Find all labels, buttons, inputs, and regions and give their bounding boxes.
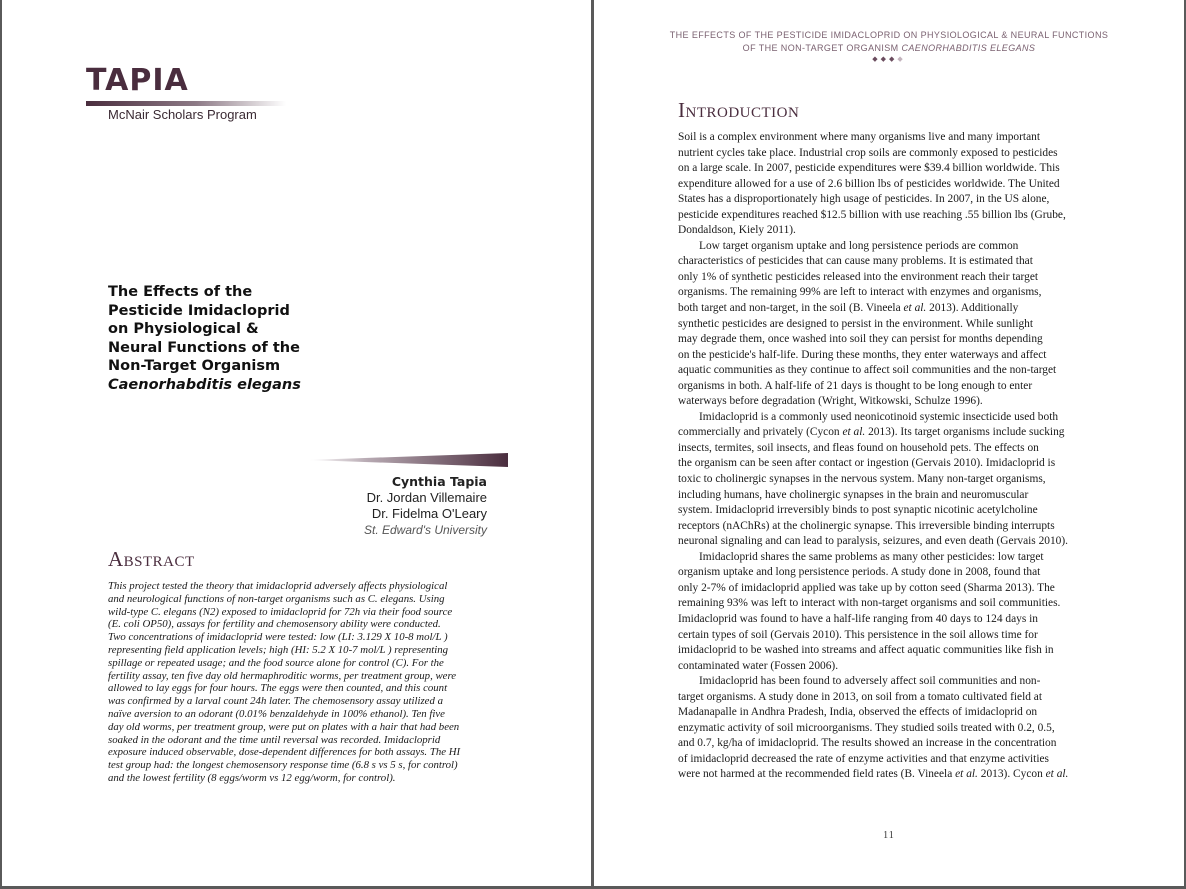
- paper-title-line: Pesticide Imidacloprid: [108, 302, 290, 319]
- introduction-line: expenditure allowed for a use of 2.6 billion lbs of pesticides worldwide. The United: [678, 177, 1060, 190]
- abstract-line: test group had: the longest chemosensory response time (6.8 s vs 5 s, for control): [108, 759, 458, 772]
- introduction-line: organisms. The remaining 99% are left to interact with enzymes and organisms,: [678, 286, 1042, 299]
- author-block: [364, 474, 487, 538]
- introduction-line: pesticide expenditures reached $12.5 billion with use reaching .55 billion lbs (Grube,: [678, 208, 1066, 221]
- introduction-line: only 1% of synthetic pesticides released into the environment reach their target: [678, 270, 1039, 283]
- page-number: 11: [883, 830, 895, 841]
- advisor-name: Dr. Fidelma O'Leary: [371, 506, 487, 521]
- running-header-line: [594, 42, 1184, 55]
- introduction-line: system. Imidacloprid irreversibly binds to post synaptic nicotinic acetylcholine: [678, 504, 1038, 517]
- introduction-line: on a large scale. In 2007, pesticide expenditures were $39.4 billion worldwide. This: [678, 162, 1060, 175]
- introduction-line: imidacloprid to be washed into streams and affect aquatic communities like fish in: [678, 644, 1054, 657]
- introduction-line: Dondaldson, Kiely 2011).: [678, 224, 796, 237]
- paper-title: [108, 283, 308, 394]
- ornament-diamonds-icon: [594, 55, 1184, 63]
- paper-title-line: Neural Functions of the: [108, 339, 300, 356]
- abstract-line: wild-type C. elegans (N2) exposed to imidacloprid for 72h via their food source: [108, 605, 453, 618]
- introduction-line: toxic to cholinergic synapses in the nervous system. Many non-target organisms,: [678, 473, 1046, 486]
- introduction-line: Imidacloprid is a commonly used neonicotinoid systemic insecticide used both: [699, 410, 1059, 423]
- introduction-line: organism uptake and long persistence periods. A study done in 2008, found that: [678, 566, 1041, 579]
- abstract-line: soaked in the odorant and the time until reversal was recorded. Imidacloprid: [108, 733, 441, 746]
- introduction-line: Imidacloprid was found to have a half-life ranging from 40 days to 124 days in: [678, 612, 1038, 625]
- introduction-line: only 2-7% of imidacloprid applied was take up by cotton seed (Sharma 2013). The: [678, 581, 1055, 594]
- abstract-line: (E. coli OP50), assays for fertility and chemosensory ability were conducted.: [108, 618, 441, 631]
- abstract-line: This project tested the theory that imidacloprid adversely affects physiological: [108, 580, 448, 592]
- brand-subtitle: McNair Scholars Program: [108, 107, 257, 122]
- introduction-line: characteristics of pesticides that can cause many problems. It is estimated that: [678, 255, 1033, 268]
- introduction-line: neuronal signaling and can lead to paralysis, seizures, and even death (Gervais 2010).: [678, 535, 1068, 548]
- author-divider: [308, 453, 508, 467]
- abstract-line: exposure induced observable, dose-dependent differences for both assays. The HI: [108, 746, 461, 759]
- left-page: [2, 0, 591, 886]
- introduction-line: waterways before degradation (Wright, Witkowski, Schulze 1996).: [678, 395, 983, 408]
- introduction-line: target organisms. A study done in 2013, on soil from a tomato cultivated field at: [678, 690, 1043, 703]
- abstract-line: Two concentrations of imidacloprid were tested: low (LI: 3.129 X 10-8 mol/L ): [108, 631, 448, 644]
- introduction-line: were not harmed at the recommended field rates (B. Vineela et al. 2013). Cycon et al.: [678, 768, 1069, 781]
- running-header-line: THE EFFECTS OF THE PESTICIDE IMIDACLOPRID ON PHYSIOLOGICAL & NEURAL FUNCTIONS: [669, 30, 1109, 40]
- right-page: [594, 0, 1184, 886]
- abstract-line: fertility assay, ten five day old hermaphroditic worms, per treatment group, were: [108, 669, 457, 682]
- introduction-line: commercially and privately (Cycon et al. 2013). Its target organisms include sucking: [678, 426, 1065, 439]
- abstract-line: allowed to lay eggs for four hours. The eggs were then counted, and this count: [108, 682, 448, 695]
- diamonds-light: ◆: [897, 55, 906, 63]
- introduction-body: [678, 130, 1108, 783]
- introduction-line: Imidacloprid shares the same problems as many other pesticides: low target: [699, 550, 1044, 563]
- introduction-line: States has a disproportionately high usage of pesticides. In 2007, in the US alone,: [678, 193, 1050, 206]
- abstract-line: spillage or repeated usage; and the food source alone for control (C). For the: [108, 656, 444, 669]
- introduction-line: including humans, have cholinergic synapses in the brain and neuromuscular: [678, 488, 1029, 501]
- diamonds-dark: ◆◆◆: [872, 55, 898, 63]
- introduction-line: both target and non-target, in the soil (B. Vineela et al. 2013). Additionally: [678, 302, 1019, 315]
- running-header: [594, 29, 1184, 55]
- introduction-line: Soil is a complex environment where many organisms live and many important: [678, 131, 1041, 143]
- introduction-line: contaminated water (Fossen 2006).: [678, 659, 839, 672]
- running-header-prefix: OF THE NON-TARGET ORGANISM: [742, 43, 902, 53]
- abstract-line: was confirmed by a larval count 24h later. The chemosensory assay utilized a: [108, 695, 443, 708]
- introduction-line: insects, termites, soil insects, and fleas found on household pets. The effects on: [678, 441, 1039, 454]
- introduction-line: synthetic pesticides are designed to persist in the environment. While sunlight: [678, 317, 1034, 330]
- running-header-species: CAENORHABDITIS ELEGANS: [901, 43, 1036, 53]
- introduction-line: nutrient cycles take place. Industrial crop soils are commonly exposed to pesticides: [678, 146, 1058, 159]
- abstract-heading: Abstract: [108, 547, 195, 571]
- introduction-line: aquatic communities as they continue to affect soil communities and the non-target: [678, 364, 1057, 377]
- introduction-line: may degrade them, once washed into soil they can persist for months depending: [678, 333, 1043, 346]
- abstract-line: and neurological functions of non-target organisms such as C. elegans. Using: [108, 592, 445, 605]
- introduction-line: Low target organism uptake and long persistence periods are common: [699, 239, 1019, 252]
- paper-title-line: on Physiological &: [108, 321, 259, 337]
- university-name: St. Edward's University: [364, 523, 487, 537]
- introduction-line: on the pesticide's half-life. During these months, they enter waterways and affect: [678, 348, 1047, 361]
- advisor-name: Dr. Jordan Villemaire: [366, 490, 487, 505]
- brand-divider: [86, 101, 286, 106]
- brand-title: TAPIA: [86, 63, 189, 98]
- introduction-line: enzymatic activity of soil microorganisms. They studied soils treated with 0.2, 0.5,: [678, 721, 1055, 734]
- introduction-line: certain types of soil (Gervais 2010). This persistence in the soil allows time for: [678, 628, 1038, 641]
- author-name: Cynthia Tapia: [391, 474, 487, 489]
- introduction-line: remaining 93% was left to interact with non-target organisms and soil communities.: [678, 597, 1061, 610]
- paper-title-line: Non-Target Organism: [108, 358, 281, 374]
- paper-title-line: The Effects of the: [108, 284, 253, 300]
- abstract-line: and the lowest fertility (8 eggs/worm vs 12 egg/worm, for control).: [108, 771, 396, 784]
- introduction-line: Imidacloprid has been found to adversely affect soil communities and non-: [699, 675, 1041, 688]
- abstract-line: day old worms, per treatment group, were put on plates with a hair that had been: [108, 720, 460, 733]
- introduction-heading: Introduction: [678, 98, 800, 122]
- introduction-line: of imidacloprid decreased the rate of enzyme activities and that enzyme activities: [678, 752, 1049, 765]
- introduction-line: the organism can be seen after contact or ingestion (Gervais 2010). Imidacloprid is: [678, 457, 1056, 470]
- introduction-line: organisms in both. A half-life of 21 days is thought to be long enough to enter: [678, 379, 1033, 392]
- introduction-line: receptors (nAChRs) at the cholinergic synapse. This irreversible binding interrupts: [678, 519, 1055, 532]
- introduction-line: and 0.7, kg/ha of imidacloprid. The results showed an increase in the concentration: [678, 737, 1057, 750]
- introduction-line: Madanapalle in Andhra Pradesh, India, observed the effects of imidacloprid on: [678, 706, 1038, 719]
- abstract-line: naïve aversion to an odorant (0.01% benzaldehyde in 100% ethanol). Ten five: [108, 707, 445, 720]
- abstract-line: representing field application levels; high (HI: 5.2 X 10-7 mol/L ) representing: [108, 643, 449, 656]
- paper-title-line: Caenorhabditis elegans: [108, 376, 301, 393]
- abstract-body: [108, 580, 498, 785]
